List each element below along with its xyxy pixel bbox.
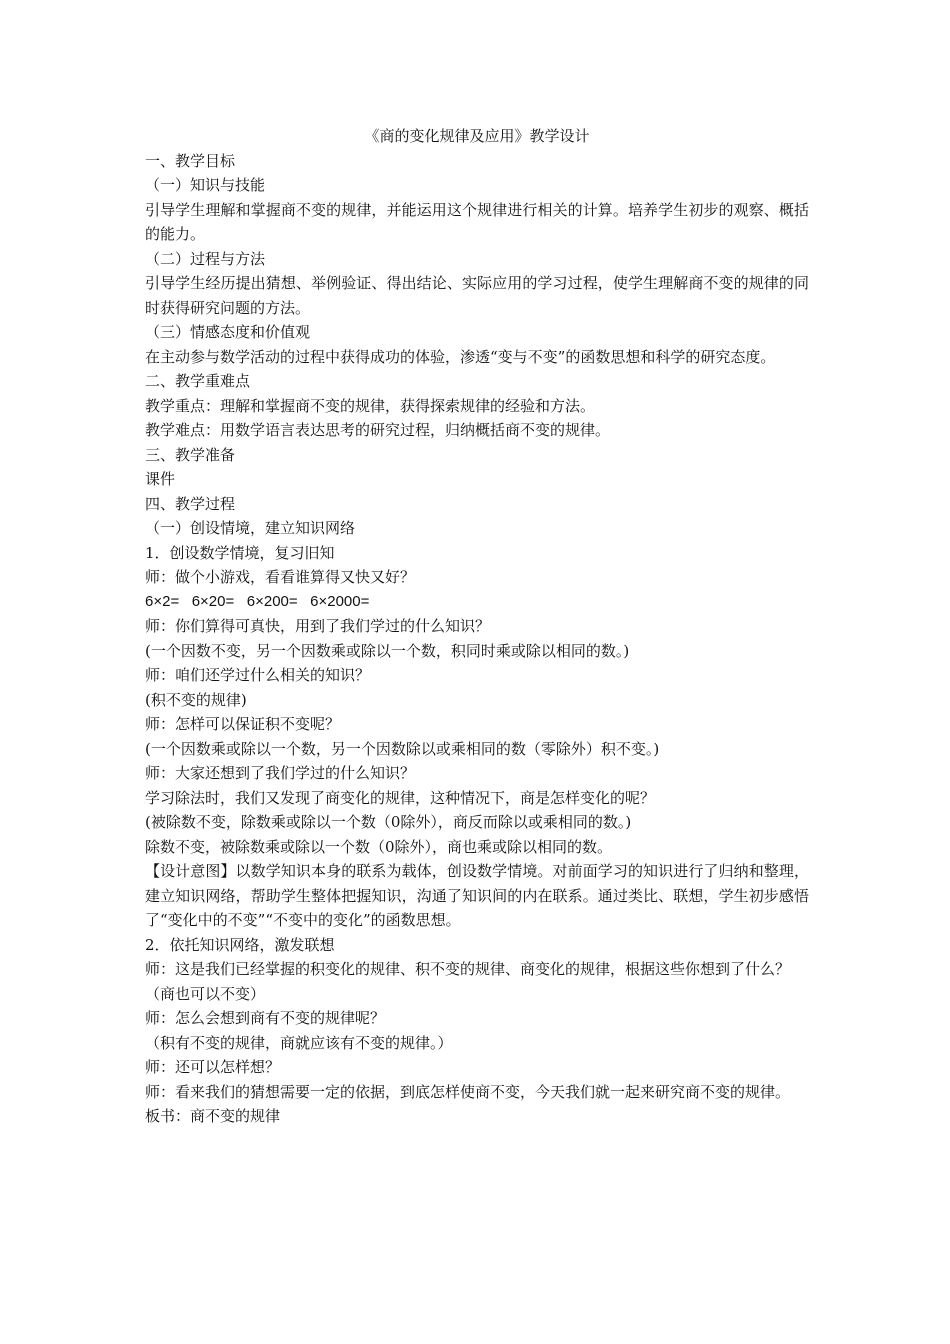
dialogue-line: 除数不变，被除数乘或除以一个数（0除外），商也乘或除以相同的数。 (145, 837, 613, 856)
dialogue-line: 师：这是我们已经掌握的积变化的规律、积不变的规律、商变化的规律，根据这些你想到了什么？ (145, 960, 791, 978)
math-expressions: 6×2= 6×20= 6×200= 6×2000= (145, 592, 370, 610)
subheading: （三）情感态度和价值观 (145, 323, 311, 341)
dialogue-line: 师：咱们还学过什么相关的知识？ (145, 666, 371, 684)
dialogue-line: （商也可以不变） (145, 984, 266, 1003)
paragraph: 引导学生经历提出猜想、举例验证、得出结论、实际应用的学习过程，使学生理解商不变的规律的同时获得研究问题的方法。 (145, 274, 809, 317)
subheading: （二）过程与方法 (145, 249, 266, 268)
paragraph: 教学难点：用数学语言表达思考的研究过程，归纳概括商不变的规律。 (145, 421, 611, 439)
step-heading: 2．依托知识网络，激发联想 (145, 935, 335, 954)
dialogue-line: 师：怎么会想到商有不变的规律呢？ (145, 1009, 386, 1027)
heading-4: 四、教学过程 (145, 494, 236, 513)
heading-3: 三、教学准备 (145, 445, 236, 464)
board-note: 板书：商不变的规律 (145, 1107, 281, 1125)
document-page (145, 124, 809, 1129)
dialogue-line: 师：大家还想到了我们学过的什么知识？ (145, 764, 416, 782)
heading-1: 一、教学目标 (145, 151, 236, 170)
paragraph: 引导学生理解和掌握商不变的规律，并能运用这个规律进行相关的计算。培养学生初步的观察、概括的能力。 (145, 200, 809, 243)
step-heading: 1．创设数学情境，复习旧知 (145, 543, 335, 562)
document-title: 《商的变化规律及应用》教学设计 (364, 127, 590, 145)
dialogue-line: 师：怎样可以保证积不变呢？ (145, 715, 341, 733)
heading-2: 二、教学重难点 (145, 372, 251, 390)
paragraph: 课件 (145, 470, 176, 488)
dialogue-line: 学习除法时，我们又发现了商变化的规律，这种情况下，商是怎样变化的呢？ (145, 788, 656, 807)
dialogue-line: 师：看来我们的猜想需要一定的依据，到底怎样使商不变，今天我们就一起来研究商不变的规律。 (145, 1082, 791, 1101)
dialogue-line: （积有不变的规律，商就应该有不变的规律。） (145, 1033, 453, 1052)
dialogue-line: 师：还可以怎样想？ (145, 1058, 281, 1076)
dialogue-line: 师：做个小游戏，看看谁算得又快又好？ (145, 568, 416, 586)
subheading: （一）创设情境，建立知识网络 (145, 519, 356, 537)
subheading: （一）知识与技能 (145, 176, 266, 194)
dialogue-line: 师：你们算得可真快，用到了我们学过的什么知识？ (145, 617, 491, 635)
dialogue-line: (一个因数乘或除以一个数，另一个因数除以或乘相同的数（零除外）积不变。) (145, 739, 660, 758)
paragraph: 教学重点：理解和掌握商不变的规律，获得探索规律的经验和方法。 (145, 396, 596, 415)
paragraph: 在主动参与数学活动的过程中获得成功的体验，渗透“变与不变”的函数思想和科学的研究态度。 (145, 347, 776, 366)
dialogue-line: (一个因数不变，另一个因数乘或除以一个数，积同时乘或除以相同的数。) (145, 641, 630, 660)
design-intent-paragraph: 【设计意图】以数学知识本身的联系为载体，创设数学情境。对前面学习的知识进行了归纳和整理，建立知识网络，帮助学生整体把握知识，沟通了知识间的内在联系。通过类比、联想，学生初步感悟了“变化中的不变”“不变中的变化”的函数思想。 (145, 862, 809, 929)
dialogue-line: (积不变的规律) (145, 690, 247, 709)
dialogue-line: (被除数不变，除数乘或除以一个数（0除外），商反而除以或乘相同的数。) (145, 813, 632, 831)
